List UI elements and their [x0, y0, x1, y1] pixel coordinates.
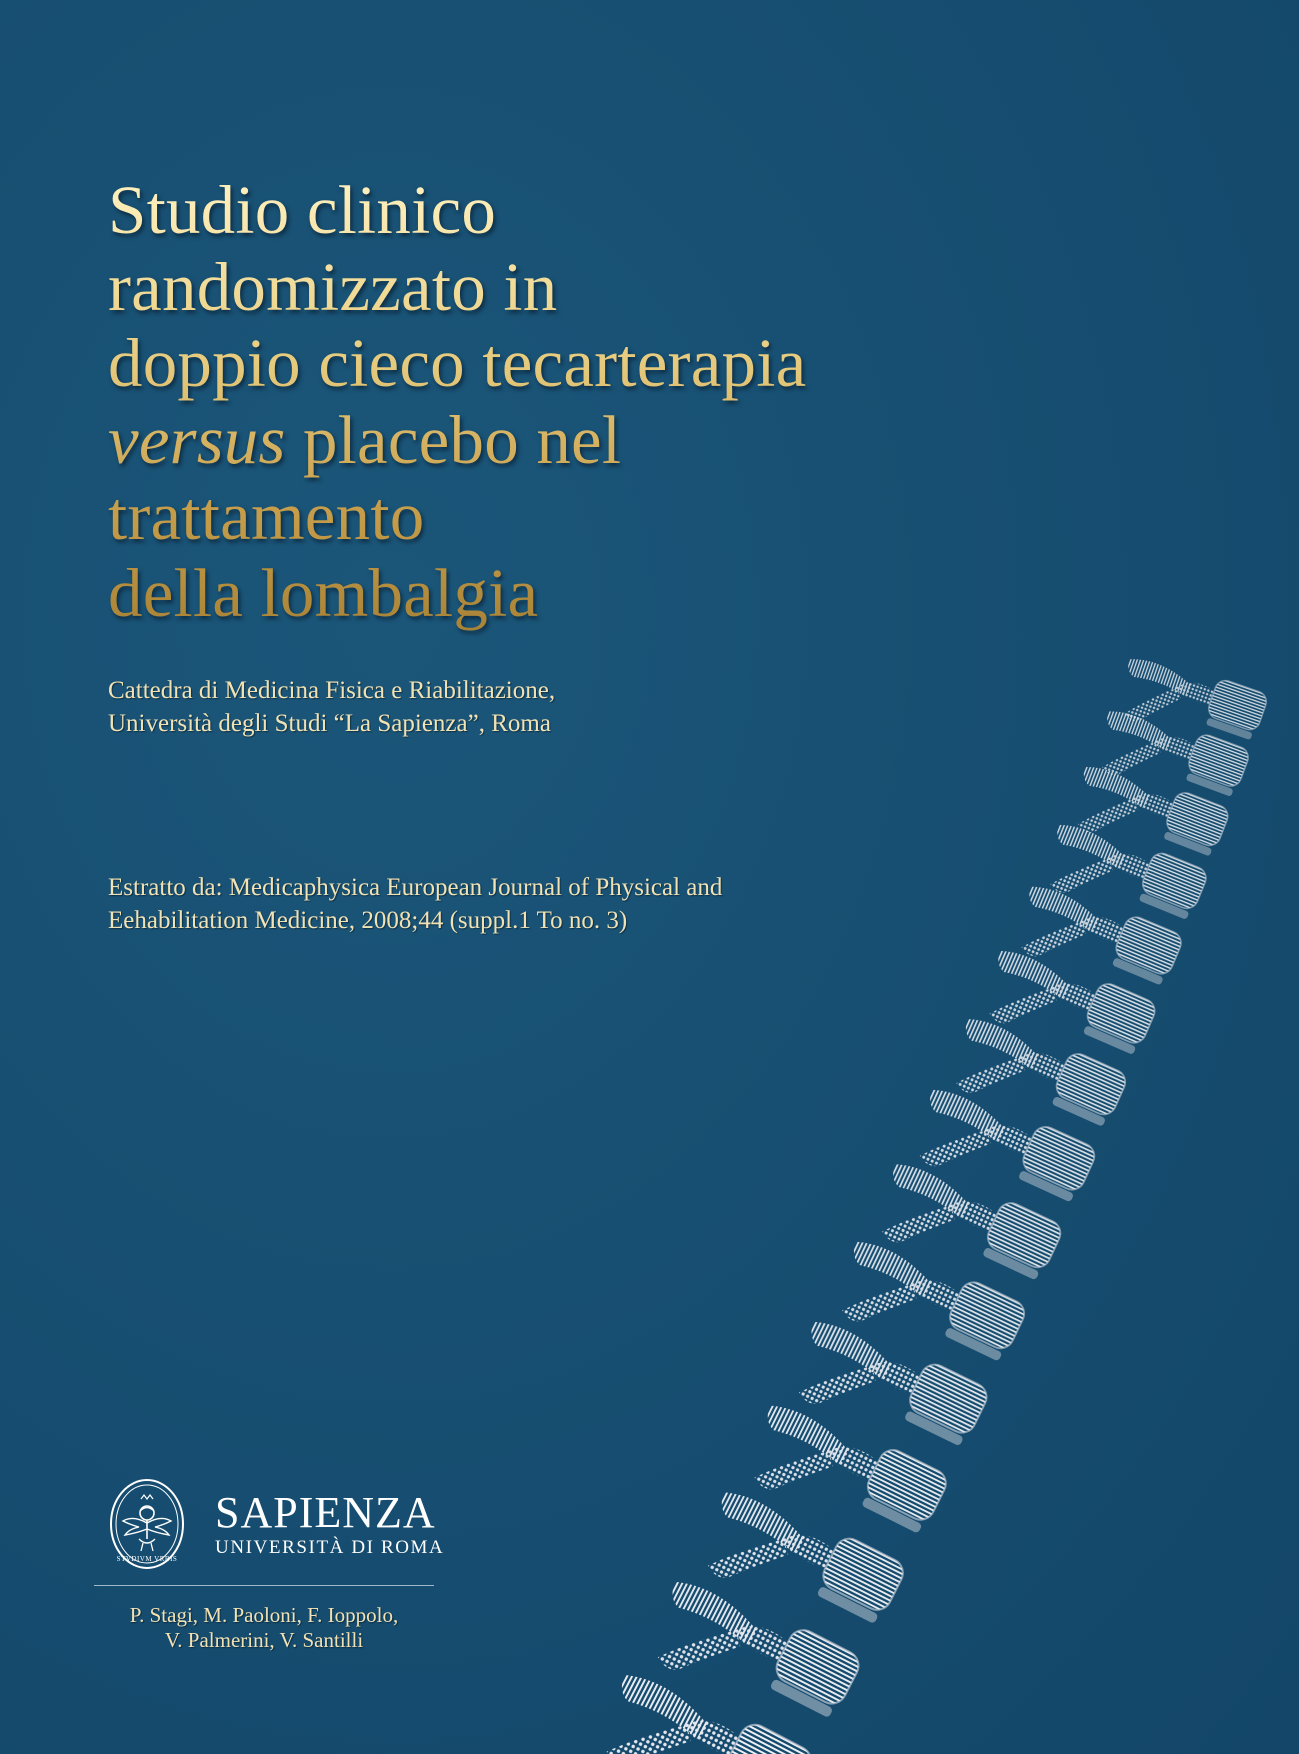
- title-line: [108, 402, 968, 479]
- title-line: doppio cieco tecarterapia: [108, 325, 807, 401]
- authors: [94, 1603, 434, 1653]
- university-subtitle: UNIVERSITÀ DI ROMA: [215, 1537, 445, 1558]
- university-logo: [93, 1475, 445, 1595]
- affiliation-line: Cattedra di Medicina Fisica e Riabilitazione,: [108, 677, 556, 704]
- source-citation: [108, 871, 908, 937]
- affiliation-line: Università degli Studi “La Sapienza”, Roma: [108, 710, 551, 737]
- sapienza-seal-icon: [109, 1477, 185, 1571]
- spine-illustration: [560, 640, 1299, 1754]
- seal-text: STVDIVM VRBIS: [116, 1555, 178, 1563]
- university-wordmark: [215, 1488, 445, 1559]
- title-line: randomizzato in: [108, 248, 558, 325]
- citation-line: Eehabilitation Medicine, 2008;44 (suppl.1 To no. 3): [108, 907, 628, 934]
- title-line: trattamento: [108, 478, 425, 554]
- authors-line: P. Stagi, M. Paoloni, F. Ioppolo,: [129, 1603, 399, 1627]
- citation-line: Estratto da: Medicaphysica European Journal of Physical and: [108, 874, 723, 901]
- title-line: Studio clinico: [108, 172, 497, 248]
- divider: [94, 1585, 434, 1586]
- affiliation: [108, 674, 808, 740]
- university-name: SAPIENZA: [215, 1488, 436, 1537]
- document-title: [108, 172, 968, 631]
- vertebrae-group: [587, 648, 1269, 1754]
- title-italic-word: versus: [108, 401, 286, 478]
- vertebra: [824, 1228, 1028, 1387]
- title-line-rest: placebo nel: [285, 401, 622, 478]
- title-line: della lombalgia: [108, 554, 539, 631]
- vertebra: [781, 1307, 991, 1472]
- authors-line: V. Palmerini, V. Santilli: [164, 1628, 364, 1652]
